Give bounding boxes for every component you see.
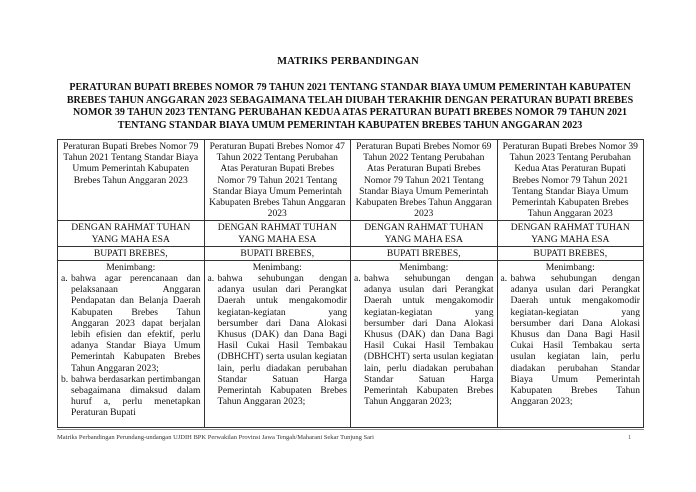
- item-letter: a.: [354, 273, 361, 285]
- menimbang-label: Menimbang:: [106, 261, 156, 273]
- menimbang-label: Menimbang:: [545, 261, 595, 273]
- menimbang-cell: [351, 260, 498, 427]
- item-text: bahwa sehubungan dengan adanya usulan dari Perangkat Daerah untuk mengakomodir kegiatan-kegiatan yang bersumber dari Dana Alokasi Khusus (DAK) dan Dana Bagi Hasil Cukai Hasil Tembakau (DBHCHT) serta usulan kegiatan lain, perlu diadakan perubahan Standar Satuan Harga Pemerintah Kabupaten Brebes Tahun Anggaran 2023;: [217, 273, 347, 408]
- item-text: bahwa sehubungan dengan adanya usulan dari Perangkat Daerah untuk mengakomodir kegiatan-kegiatan yang bersumber dari Dana Alokasi Khusus dan Dana Bagi Hasil Cukai Hasil Tembakau serta usulan kegiatan lain, perlu diadakan perubahan Standar Biaya Umum Pemerintah Kabupaten Brebes Tahun Anggaran 2023;: [510, 273, 640, 408]
- header-row: [58, 140, 644, 221]
- page-number: 1: [628, 434, 632, 441]
- list-item: [354, 273, 494, 407]
- menimbang-cell: [497, 260, 644, 427]
- bupati-cell: BUPATI BREBES,: [351, 246, 498, 260]
- list-item: [61, 273, 201, 374]
- rahmat-cell: DENGAN RAHMAT TUHAN YANG MAHA ESA: [497, 221, 644, 246]
- item-letter: a.: [61, 273, 68, 285]
- list-item: [501, 273, 641, 407]
- bupati-cell: BUPATI BREBES,: [58, 246, 205, 260]
- column-header: Peraturan Bupati Brebes Nomor 47 Tahun 2022 Tentang Perubahan Atas Peraturan Bupati Brebes Nomor 79 Tahun 2021 Tentang Standar Biaya Umum Pemerintah Kabupaten Brebes Tahun Anggaran 2023: [204, 140, 351, 221]
- footer-divider: [57, 429, 644, 430]
- item-letter: a.: [500, 273, 508, 285]
- column-header: Peraturan Bupati Brebes Nomor 69 Tahun 2022 Tentang Perubahan Atas Peraturan Bupati Brebes Nomor 79 Tahun 2021 Tentang Standar Biaya Umum Pemerintah Kabupaten Brebes Tahun Anggaran 2023: [351, 140, 498, 221]
- bupati-cell: BUPATI BREBES,: [204, 246, 351, 260]
- comparison-table: [57, 139, 644, 428]
- rahmat-cell: DENGAN RAHMAT TUHAN YANG MAHA ESA: [204, 221, 351, 246]
- menimbang-label: Menimbang:: [252, 261, 302, 273]
- list-item: [208, 273, 348, 407]
- item-text: bahwa sehubungan dengan adanya usulan dari Perangkat Daerah untuk mengakomodir kegiatan-kegiatan yang bersumber dari Dana Alokasi Khusus (DAK) dan Dana Bagi Hasil Cukai Hasil Tembakau (DBHCHT) serta usulan kegiatan lain, perlu diadakan perubahan Standar Satuan Harga Pemerintah Kabupaten Brebes Tahun Anggaran 2023;: [364, 273, 494, 408]
- rahmat-row: [58, 221, 644, 246]
- item-letter: a.: [207, 273, 215, 285]
- rahmat-cell: DENGAN RAHMAT TUHAN YANG MAHA ESA: [351, 221, 498, 246]
- document-subtitle: PERATURAN BUPATI BREBES NOMOR 79 TAHUN 2021 TENTANG STANDAR BIAYA UMUM PEMERINTAH KABUPATEN BREBES TAHUN ANGGARAN 2023 SEBAGAIMANA TELAH DIUBAH TERAKHIR DENGAN PERATURAN BUPATI BREBES NOMOR 39 TAHUN 2023 TENTANG PERUBAHAN KEDUA ATAS PERATURAN BUPATI BREBES NOMOR 79 TAHUN 2021 TENTANG STANDAR BIAYA UMUM PEMERINTAH KABUPATEN BREBES TAHUN ANGGARAN 2023: [66, 82, 634, 131]
- column-header: Peraturan Bupati Brebes Nomor 39 Tahun 2023 Tentang Perubahan Kedua Atas Peraturan Bupati Brebes Nomor 79 Tahun 2021 Tentang Standar Biaya Umum Pemerintah Kabupaten Brebes Tahun Anggaran 2023: [497, 140, 644, 221]
- menimbang-cell: [58, 260, 205, 427]
- bupati-row: [58, 246, 644, 260]
- item-letter: b.: [61, 373, 69, 385]
- item-text: bahwa agar perencanaan dan pelaksanaan Anggaran Pendapatan dan Belanja Daerah Kabupaten Brebes Tahun Anggaran 2023 dapat berjalan lebih efisien dan efektif, perlu adanya Standar Biaya Umum Pemerintah Kabupaten Brebes Tahun Anggaran 2023;: [71, 273, 201, 374]
- menimbang-label: Menimbang:: [399, 261, 449, 273]
- item-text: bahwa berdasarkan pertimbangan sebagaimana dimaksud dalam huruf a, perlu menetapkan Peraturan Bupati: [71, 373, 201, 419]
- menimbang-row: [58, 260, 644, 427]
- page-footer: Matriks Perbandingan Perundang-undangan UJDIH BPK Perwakilan Provinsi Jawa Tengah/Maharani Sekar Tunjung Sari: [57, 434, 374, 441]
- bupati-cell: BUPATI BREBES,: [497, 246, 644, 260]
- rahmat-cell: DENGAN RAHMAT TUHAN YANG MAHA ESA: [58, 221, 205, 246]
- document-title: MATRIKS PERBANDINGAN: [277, 56, 419, 67]
- menimbang-cell: [204, 260, 351, 427]
- column-header: Peraturan Bupati Brebes Nomor 79 Tahun 2021 Tentang Standar Biaya Umum Pemerintah Kabupaten Brebes Tahun Anggaran 2023: [58, 140, 205, 221]
- list-item: [61, 374, 201, 419]
